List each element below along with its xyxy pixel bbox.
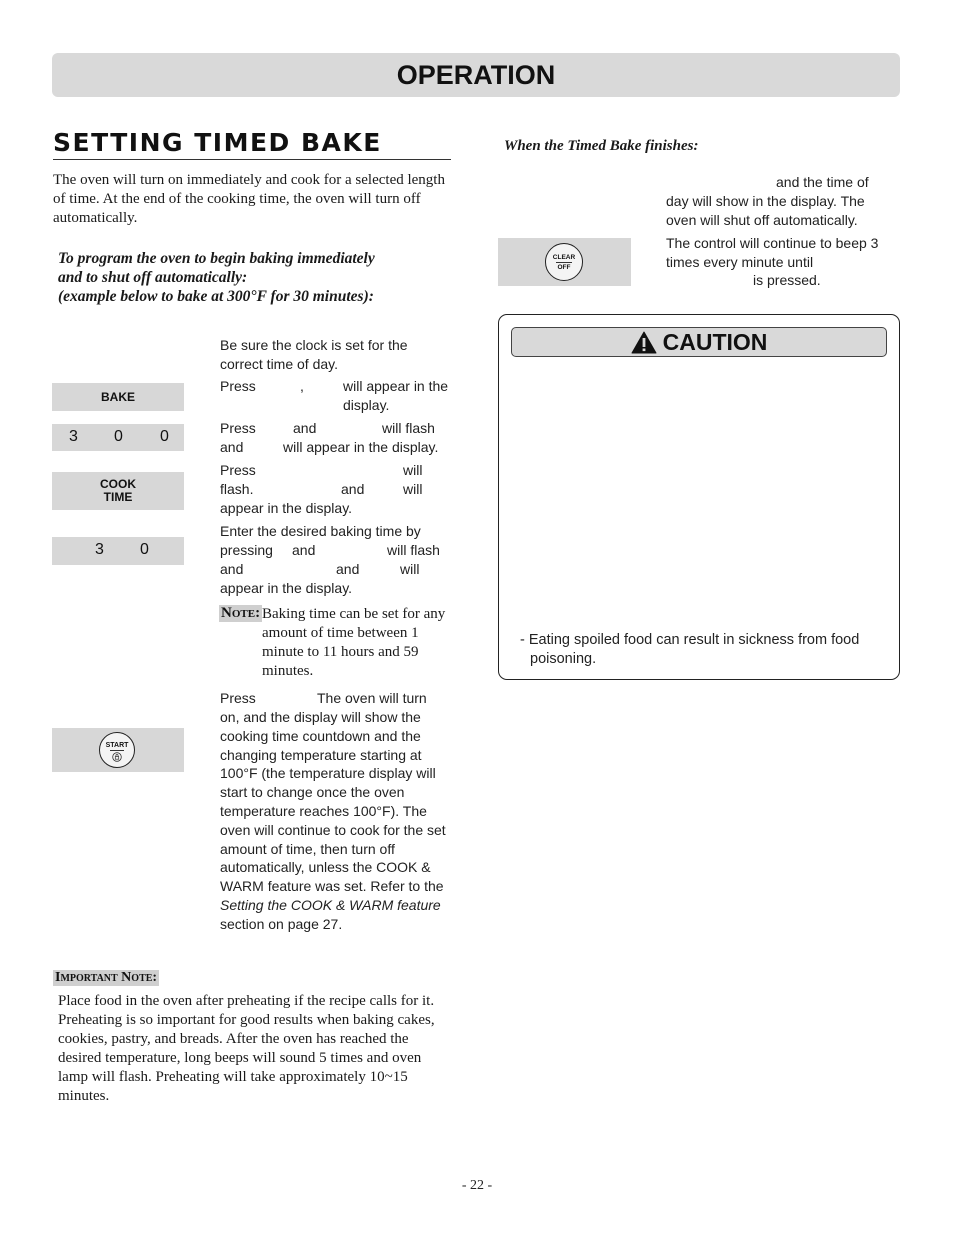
start-button[interactable] [99, 732, 135, 768]
caution-banner-content [512, 328, 886, 356]
step-4-and: and [341, 481, 365, 497]
step-6-details: on, and the display will show the cooking time countdown and the changing temperature starting at 100°F (the temperature display will start to change once the oven temperature reaches 100°F). The oven will continue to cook for the set amount of time, then turn off automatically, unless the COOK & WARM feature was set. Refer to the [220, 709, 446, 895]
step-5-pressing: pressing [220, 542, 273, 558]
step-6-press: Press [220, 690, 256, 706]
finish-pressed: is pressed. [753, 272, 821, 288]
step-3-appear: will appear in the display. [283, 439, 439, 455]
clear-key-panel [498, 238, 631, 286]
step-5-appear: appear in the display. [220, 580, 353, 596]
step-3-and-2: and [220, 439, 244, 455]
step-5-and: and [292, 542, 316, 558]
step-6-page-ref: section on page 27. [220, 915, 343, 932]
digit-key[interactable]: 0 [140, 541, 149, 558]
finish-display: day will show in the display. The oven will shut off automatically. [666, 193, 865, 228]
step-6-body [220, 708, 452, 934]
step-6-turn: The oven will turn [317, 690, 427, 706]
clear-off-button[interactable] [545, 243, 583, 281]
intro-paragraph: The oven will turn on immediately and cook for a selected length of time. At the end of the cooking time, the oven will turn off automatically. [53, 172, 445, 226]
bake-key[interactable]: BAKE [52, 383, 184, 411]
finish-text [666, 173, 906, 293]
finish-beep: The control will continue to beep 3 times every minute until [666, 235, 879, 270]
step-5-and-2: and [220, 561, 244, 577]
caution-bullet: - Eating spoiled food can result in sickness from food poisoning. [520, 632, 860, 667]
warning-triangle-icon [631, 331, 657, 354]
section-title: SETTING TIMED BAKE [53, 128, 451, 160]
step-2-press: Press [220, 378, 256, 394]
step-2-text [220, 377, 452, 415]
step-3-flash: will flash [382, 420, 435, 436]
step-1-text: Be sure the clock is set for the correct time of day. [220, 337, 408, 372]
finish-time-of: and the time of [776, 174, 869, 190]
off-label: OFF [557, 264, 571, 271]
program-heading-line-1: To program the oven to begin baking immediately [58, 250, 375, 267]
lock-icon [112, 752, 122, 762]
caution-banner [511, 327, 887, 357]
step-4-press: Press [220, 462, 256, 478]
start-button-label: START [105, 742, 129, 749]
digit-key[interactable]: 0 [160, 428, 169, 445]
program-heading-line-3: (example below to bake at 300°F for 30 minutes): [58, 288, 374, 305]
step-3-press: Press [220, 420, 256, 436]
step-5-text [220, 522, 452, 600]
step-3-text [220, 419, 452, 457]
cook-time-key-line-2: TIME [103, 490, 133, 504]
program-heading-line-2: and to shut off automatically: [58, 269, 248, 286]
step-2-comma: , [300, 378, 304, 394]
start-key-panel [52, 728, 184, 772]
start-divider [110, 750, 124, 751]
clear-label: CLEAR [552, 254, 576, 261]
caution-box [498, 314, 900, 680]
page-header-title: OPERATION [396, 60, 556, 90]
step-5-and-3: and [336, 561, 360, 577]
note-text: Baking time can be set for any amount of time between 1 minute to 11 hours and 59 minutes. [262, 606, 446, 679]
step-5-enter: Enter the desired baking time by [220, 523, 421, 539]
cook-time-key[interactable] [52, 472, 184, 510]
page-number: - 22 - [461, 1178, 493, 1193]
note-block [219, 605, 454, 685]
step-4-will-2: will [403, 481, 423, 497]
step-5-will: will [400, 561, 420, 577]
step-6-reference: Setting the COOK & WARM feature [220, 896, 441, 913]
clear-divider [556, 262, 572, 263]
step-6-text [220, 689, 452, 934]
digit-key[interactable]: 3 [95, 541, 104, 558]
cook-time-key-line-1: COOK [100, 477, 136, 491]
step-5-flash: will flash [387, 542, 440, 558]
step-4-flash: flash. [220, 481, 254, 497]
step-4-appear: appear in the display. [220, 500, 353, 516]
step-4-will: will [403, 462, 423, 478]
note-label: Note: [221, 605, 261, 621]
caution-title: CAUTION [662, 328, 768, 355]
step-3-and: and [293, 420, 317, 436]
digit-key[interactable]: 3 [69, 428, 78, 445]
step-2-appear: will appear in the display. [343, 378, 449, 413]
temperature-number-keys[interactable] [52, 424, 184, 451]
finish-heading: When the Timed Bake finishes: [504, 138, 699, 154]
step-4-text [220, 461, 452, 518]
program-heading [58, 249, 458, 306]
header-bar [52, 53, 900, 97]
important-note-label: Important Note: [55, 970, 158, 985]
digit-key[interactable]: 0 [114, 428, 123, 445]
important-note-text: Place food in the oven after preheating if the recipe calls for it. Preheating is so important for good results when baking cakes, cookies, pastry, and breads. After the oven has reached the desired temperature, long beeps will sound 5 times and oven lamp will flash. Preheating will take approximately 10~15 minutes. [58, 993, 435, 1104]
cook-time-number-keys[interactable] [52, 537, 184, 565]
